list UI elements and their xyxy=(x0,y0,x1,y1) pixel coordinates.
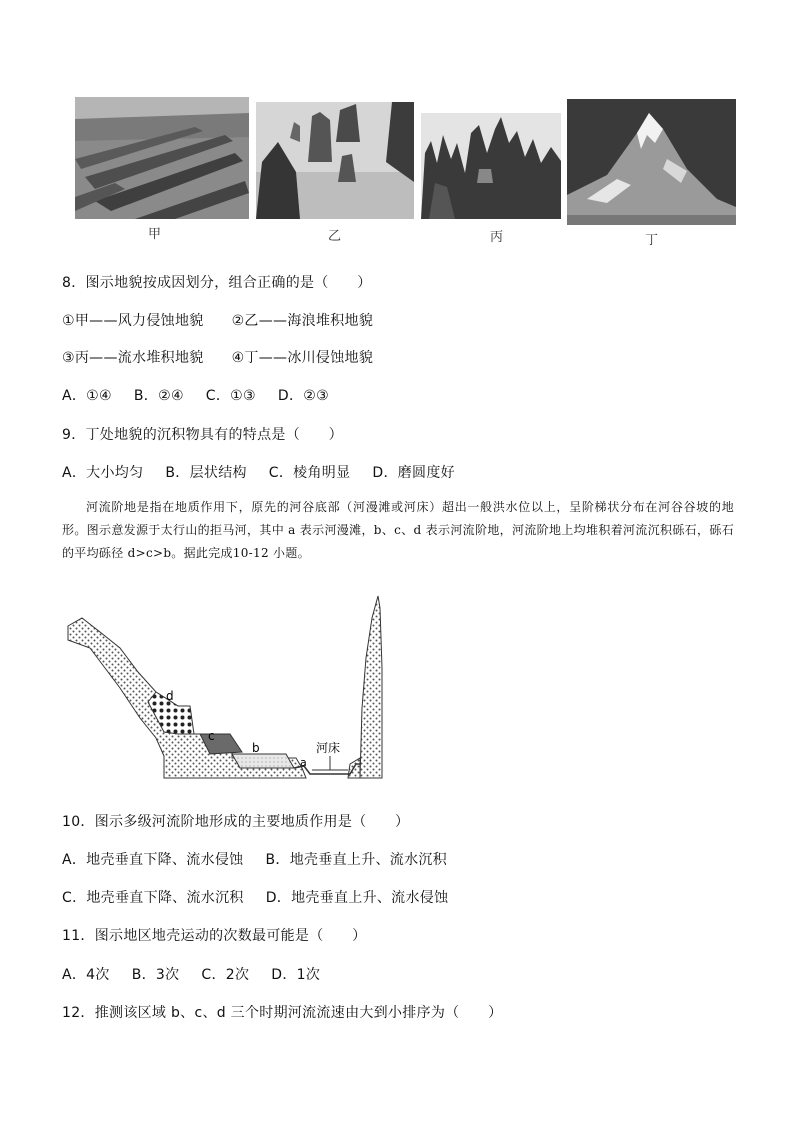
caption-ding: 丁 xyxy=(645,233,659,248)
photo-yi xyxy=(256,102,414,219)
label-c: c xyxy=(208,729,215,743)
q11-option-c[interactable]: C．2次 xyxy=(201,967,250,983)
q11-option-b[interactable]: B．3次 xyxy=(131,967,180,983)
q8-stem: 8．图示地貌按成因划分，组合正确的是（ ） xyxy=(62,275,372,291)
q8-statements-row1 xyxy=(62,310,373,330)
q8-statement-4: ④丁——冰川侵蚀地貌 xyxy=(231,350,374,366)
q8-statement-2: ②乙——海浪堆积地貌 xyxy=(231,313,374,329)
q10-option-d[interactable]: D．地壳垂直上升、流水侵蚀 xyxy=(265,890,449,906)
q11-option-d[interactable]: D．1次 xyxy=(271,967,321,983)
photo-yi-image xyxy=(256,102,414,219)
label-d: d xyxy=(166,689,174,703)
q10-options-row1 xyxy=(62,849,469,869)
caption-yi: 乙 xyxy=(328,229,342,244)
q9-options xyxy=(62,462,477,482)
photo-ding xyxy=(567,99,736,225)
q8-option-d[interactable]: D．②③ xyxy=(277,388,329,404)
q8-options xyxy=(62,385,351,405)
photo-bing-image xyxy=(421,113,561,219)
q9-stem: 9．丁处地貌的沉积物具有的特点是（ ） xyxy=(62,427,343,443)
q8-option-b[interactable]: B．②④ xyxy=(133,388,184,404)
q8-option-c[interactable]: C．①③ xyxy=(205,388,256,404)
q11-option-a[interactable]: A．4次 xyxy=(62,967,110,983)
q9-option-c[interactable]: C．棱角明显 xyxy=(268,465,351,481)
q9-option-b[interactable]: B．层状结构 xyxy=(165,465,247,481)
q11-options xyxy=(62,964,342,984)
photo-jia xyxy=(75,97,249,219)
q8-statement-1: ①甲——风力侵蚀地貌 xyxy=(62,313,204,329)
river-terrace-svg xyxy=(60,588,390,788)
label-riverbed: 河床 xyxy=(316,741,341,755)
q8-statements-row2 xyxy=(62,347,373,367)
photo-jia-image xyxy=(75,97,249,219)
q10-options-row2 xyxy=(62,887,470,907)
label-b: b xyxy=(252,741,260,755)
passage-text: 河流阶地是指在地质作用下，原先的河谷底部（河漫滩或河床）超出一般洪水位以上，呈阶梯状分布在河谷谷坡的地形。图示意发源于太行山的拒马河，其中 a 表示河漫滩，b、c、d 表示河流阶地，河流阶地上均堆积着河流沉积砾石，砾石的平均砾径 d>c>b。据此完成10-12 小题。 xyxy=(62,500,734,560)
q10-option-c[interactable]: C．地壳垂直下降、流水沉积 xyxy=(62,890,244,906)
q10-option-b[interactable]: B．地壳垂直上升、流水沉积 xyxy=(265,852,447,868)
q9-option-d[interactable]: D．磨圆度好 xyxy=(372,465,455,481)
river-terrace-diagram xyxy=(60,588,390,788)
q8-option-a[interactable]: A．①④ xyxy=(62,388,112,404)
photo-bing xyxy=(421,113,561,219)
q10-option-a[interactable]: A．地壳垂直下降、流水侵蚀 xyxy=(62,852,244,868)
q10-stem: 10．图示多级河流阶地形成的主要地质作用是（ ） xyxy=(62,814,410,830)
q12-stem: 12．推测该区域 b、c、d 三个时期河流流速由大到小排序为（ ） xyxy=(62,1005,503,1021)
photo-ding-image xyxy=(567,99,736,225)
q8-statement-3: ③丙——流水堆积地貌 xyxy=(62,350,204,366)
caption-jia: 甲 xyxy=(148,227,162,242)
q9-option-a[interactable]: A．大小均匀 xyxy=(62,465,144,481)
q11-stem: 11．图示地区地壳运动的次数最可能是（ ） xyxy=(62,928,367,944)
caption-bing: 丙 xyxy=(490,230,504,245)
label-a: a xyxy=(300,756,307,769)
